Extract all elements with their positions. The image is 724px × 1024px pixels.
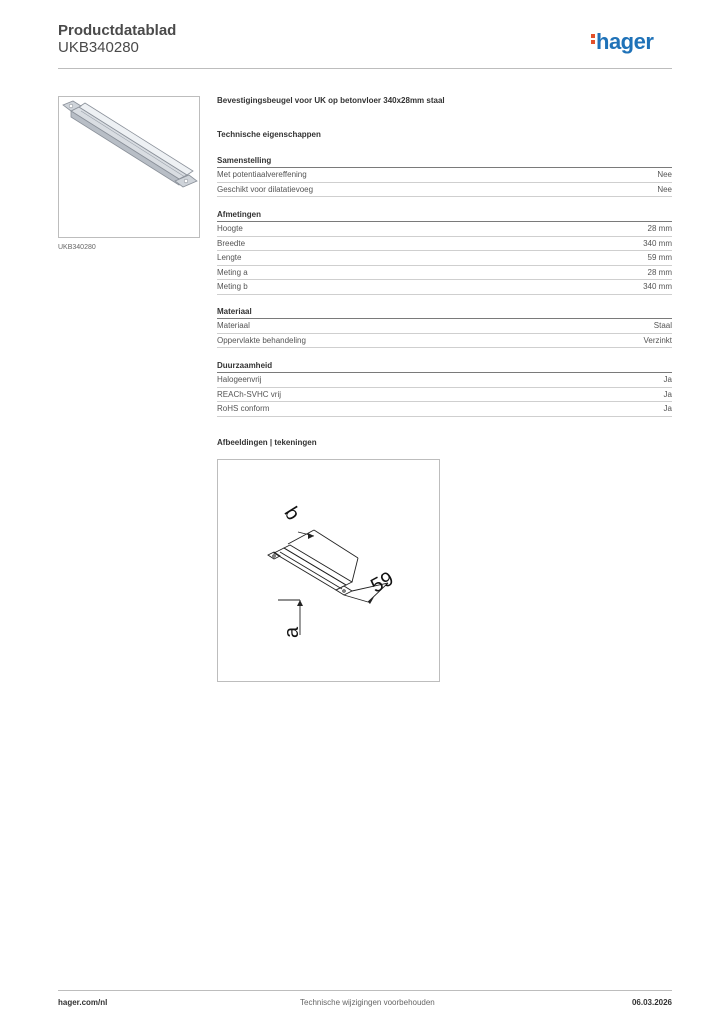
- product-image-caption: UKB340280: [58, 244, 96, 251]
- dimension-label-59: 59: [367, 567, 398, 598]
- table-row: [217, 266, 672, 281]
- table-row: [217, 237, 672, 252]
- row-value: Nee: [657, 170, 672, 179]
- section-afmetingen: [217, 209, 672, 295]
- drawings-title: Afbeeldingen | tekeningen: [217, 438, 317, 447]
- table-row: [217, 402, 672, 417]
- footer-website-link[interactable]: hager.com/nl: [58, 998, 108, 1007]
- dimension-drawing: [217, 459, 440, 682]
- row-value: Verzinkt: [643, 335, 672, 345]
- table-row: [217, 280, 672, 295]
- section-title: Samenstelling: [217, 155, 672, 168]
- product-description: Bevestigingsbeugel voor UK op betonvloer 340x28mm staal: [217, 96, 445, 105]
- row-label: Lengte: [217, 253, 242, 262]
- table-row: [217, 373, 672, 388]
- row-label: Halogeenvrij: [217, 375, 262, 384]
- row-label: Meting a: [217, 267, 248, 277]
- table-row: [217, 334, 672, 349]
- dimension-label-b: b: [279, 503, 305, 525]
- row-label: Hoogte: [217, 224, 243, 233]
- row-value: 340 mm: [643, 238, 672, 248]
- section-samenstelling: [217, 155, 672, 197]
- row-label: Breedte: [217, 238, 246, 248]
- row-label: RoHS conform: [217, 404, 270, 413]
- dimension-label-a: a: [281, 626, 303, 638]
- row-value: Nee: [657, 184, 672, 194]
- row-label: Oppervlakte behandeling: [217, 335, 306, 345]
- table-row: [217, 319, 672, 334]
- logo-text: hager: [596, 29, 654, 54]
- row-label: Meting b: [217, 282, 248, 291]
- technical-properties-title: Technische eigenschappen: [217, 130, 321, 139]
- table-row: [217, 222, 672, 237]
- section-title: Afmetingen: [217, 209, 672, 222]
- dimension-drawing-icon: [218, 460, 439, 681]
- product-image: [58, 96, 200, 238]
- table-row: [217, 183, 672, 198]
- table-row: [217, 168, 672, 183]
- row-value: Ja: [663, 389, 672, 399]
- row-value: Staal: [653, 321, 672, 330]
- hager-logo[interactable]: [591, 29, 653, 55]
- row-value: Ja: [663, 404, 672, 413]
- logo-dots-icon: [591, 32, 595, 46]
- row-value: 340 mm: [643, 282, 672, 291]
- footer-divider: [58, 990, 672, 991]
- row-value: 28 mm: [647, 267, 672, 277]
- mounting-bracket-image-icon: [59, 97, 199, 237]
- section-title: Materiaal: [217, 306, 672, 319]
- table-row: [217, 251, 672, 266]
- row-value: Ja: [663, 375, 672, 384]
- row-label: Met potentiaalvereffening: [217, 170, 307, 179]
- product-code: UKB340280: [58, 39, 139, 56]
- table-row: [217, 388, 672, 403]
- section-materiaal: [217, 306, 672, 348]
- footer-notice: Technische wijzigingen voorbehouden: [300, 998, 435, 1007]
- row-value: 28 mm: [647, 224, 672, 233]
- section-duurzaamheid: [217, 360, 672, 417]
- footer-date: 06.03.2026: [631, 998, 672, 1007]
- row-label: Geschikt voor dilatatievoeg: [217, 184, 314, 194]
- row-label: REACh-SVHC vrij: [217, 389, 282, 399]
- document-type-title: Productdatablad: [58, 22, 177, 39]
- row-label: Materiaal: [217, 321, 250, 330]
- row-value: 59 mm: [647, 253, 672, 262]
- section-title: Duurzaamheid: [217, 360, 672, 373]
- header-divider: [58, 68, 672, 69]
